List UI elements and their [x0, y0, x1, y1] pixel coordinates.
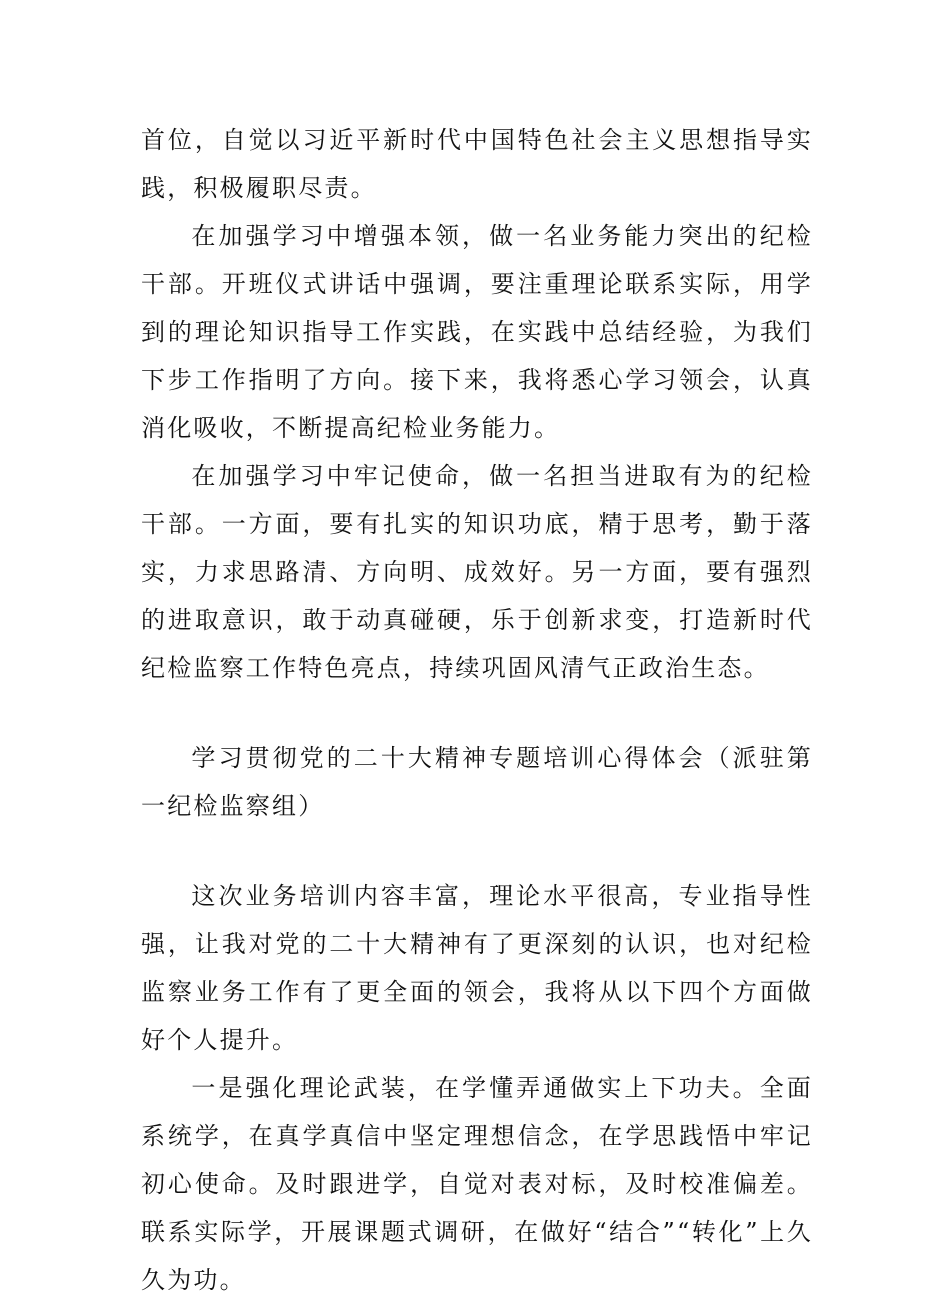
paragraph-continuation: 首位，自觉以习近平新时代中国特色社会主义思想指导实践，积极履职尽责。 [141, 126, 813, 202]
paragraph-remember-mission: 在加强学习中牢记使命，做一名担当进取有为的纪检干部。一方面，要有扎实的知识功底，精于思考，勤于落实，力求思路清、方向明、成效好。另一方面，要有强烈的进取意识，敢于动真碰硬，乐于创新求变，打造新时代纪检监察工作特色亮点，持续巩固风清气正政治生态。 [141, 462, 813, 682]
paragraph-training-summary: 这次业务培训内容丰富，理论水平很高，专业指导性强，让我对党的二十大精神有了更深刻的认识，也对纪检监察业务工作有了更全面的领会，我将从以下四个方面做好个人提升。 [141, 882, 813, 1054]
section-title: 学习贯彻党的二十大精神专题培训心得体会（派驻第一纪检监察组） [141, 744, 813, 820]
document-body [141, 116, 813, 1304]
paragraph-strengthen-ability: 在加强学习中增强本领，做一名业务能力突出的纪检干部。开班仪式讲话中强调，要注重理论联系实际，用学到的理论知识指导工作实践，在实践中总结经验，为我们下步工作指明了方向。接下来，我将悉心学习领会，认真消化吸收，不断提高纪检业务能力。 [141, 222, 813, 442]
paragraph-theory-arming: 一是强化理论武装，在学懂弄通做实上下功夫。全面系统学，在真学真信中坚定理想信念，在学思践悟中牢记初心使命。及时跟进学，自觉对表对标，及时校准偏差。联系实际学，开展课题式调研，在做好“结合”“转化”上久久为功。 [141, 1074, 813, 1294]
